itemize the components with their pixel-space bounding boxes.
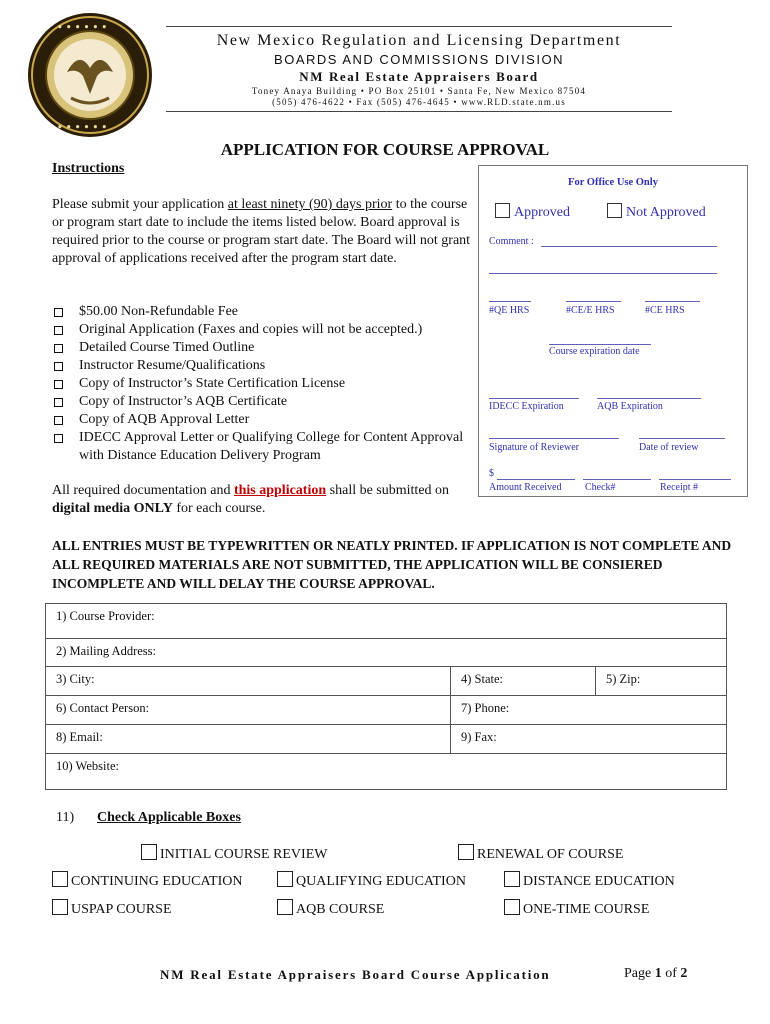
- renewal-of-course-option[interactable]: [458, 844, 624, 863]
- state-field[interactable]: [450, 666, 596, 696]
- aqb-course-label: AQB COURSE: [296, 902, 385, 917]
- comment-line[interactable]: [541, 246, 717, 247]
- idecc-line[interactable]: [489, 398, 579, 399]
- cee-line[interactable]: [566, 301, 621, 302]
- distance-education-label: DISTANCE EDUCATION: [523, 874, 675, 889]
- dollar-sign: $: [489, 468, 494, 479]
- email-field[interactable]: [45, 724, 451, 754]
- checkbox-icon: [54, 308, 63, 317]
- division-name: BOARDS AND COMMISSIONS DIVISION: [274, 52, 564, 67]
- list-item: [52, 411, 472, 429]
- list-item: [52, 303, 472, 321]
- page-of: of: [661, 966, 681, 981]
- signature-label: Signature of Reviewer: [489, 442, 579, 453]
- checkbox-icon: [54, 326, 63, 335]
- checkbox-icon: [54, 362, 63, 371]
- contact-person-label: 6) Contact Person:: [56, 701, 150, 715]
- header-rule-top: [166, 26, 672, 27]
- instructions-text-a: Please submit your application: [52, 197, 228, 212]
- state-seal-icon: [27, 12, 153, 138]
- qualifying-education-label: QUALIFYING EDUCATION: [296, 874, 466, 889]
- check-label: Check#: [585, 482, 616, 493]
- req-highlight: this application: [233, 483, 327, 498]
- amount-line[interactable]: [497, 479, 575, 480]
- initial-course-review-option[interactable]: [141, 844, 327, 863]
- footer-label: NM Real Estate Appraisers Board Course Application: [160, 967, 551, 982]
- section-11-heading: Check Applicable Boxes: [97, 810, 241, 825]
- not-approved-label: Not Approved: [626, 205, 706, 220]
- req-bold: digital media ONLY: [52, 501, 173, 516]
- svg-text:• • • • • •: • • • • • •: [57, 23, 108, 33]
- checkbox-icon[interactable]: [504, 899, 520, 915]
- checkbox-icon: [54, 434, 63, 443]
- check-line[interactable]: [583, 479, 651, 480]
- checkbox-icon[interactable]: [504, 871, 520, 887]
- board-address: Toney Anaya Building • PO Box 25101 • Santa Fe, New Mexico 87504: [251, 86, 587, 96]
- receipt-line[interactable]: [659, 479, 731, 480]
- list-item: [52, 429, 472, 465]
- warning-notice: ALL ENTRIES MUST BE TYPEWRITTEN OR NEATLY PRINTED. IF APPLICATION IS NOT COMPLETE AND ALL REQUIRED MATERIALS ARE NOT SUBMITTED, THE APPLICATION WILL BE CONSIERED INCOMPLETE AND WILL DELAY THE COURSE APPROVAL.: [52, 538, 732, 591]
- uspap-course-label: USPAP COURSE: [71, 902, 172, 917]
- one-time-course-option[interactable]: [504, 899, 649, 918]
- list-item-label: Copy of AQB Approval Letter: [79, 412, 250, 427]
- qualifying-education-option[interactable]: [277, 871, 466, 890]
- page-number: [624, 966, 687, 982]
- ce-label: #CE HRS: [645, 305, 685, 316]
- req-text-c: for each course.: [172, 501, 266, 516]
- aqb-label: AQB Expiration: [597, 401, 663, 412]
- req-text-b: shall be submitted on: [326, 483, 450, 498]
- aqb-line[interactable]: [597, 398, 701, 399]
- list-item: [52, 375, 472, 393]
- checkbox-icon: [54, 416, 63, 425]
- fax-field[interactable]: [450, 724, 727, 754]
- list-item: [52, 321, 472, 339]
- list-item-label: Instructor Resume/Qualifications: [79, 358, 266, 373]
- page-total: 2: [680, 966, 688, 981]
- phone-field[interactable]: [450, 695, 727, 725]
- page-title: APPLICATION FOR COURSE APPROVAL: [220, 140, 550, 159]
- amount-label: Amount Received: [489, 482, 562, 493]
- list-item-label: IDECC Approval Letter or Qualifying College for Content Approval with Distance Education Delivery Program: [79, 430, 464, 463]
- list-item: [52, 393, 472, 411]
- list-item-label: Copy of Instructor’s AQB Certificate: [79, 394, 288, 409]
- checkbox-icon[interactable]: [277, 871, 293, 887]
- office-use-heading: For Office Use Only: [568, 177, 658, 188]
- mailing-address-field[interactable]: [45, 638, 727, 667]
- date-label: Date of review: [639, 442, 699, 453]
- checkbox-icon[interactable]: [141, 844, 157, 860]
- continuing-education-label: CONTINUING EDUCATION: [71, 874, 243, 889]
- checkbox-icon: [54, 380, 63, 389]
- page-current: 1: [654, 966, 662, 981]
- mailing-address-label: 2) Mailing Address:: [56, 644, 156, 658]
- ce-line[interactable]: [645, 301, 700, 302]
- course-provider-field[interactable]: [45, 603, 727, 639]
- checkbox-icon[interactable]: [52, 871, 68, 887]
- instructions-paragraph: [52, 196, 472, 268]
- cee-label: #CE/E HRS: [566, 305, 615, 316]
- list-item-label: Detailed Course Timed Outline: [79, 340, 255, 355]
- checkbox-icon: [54, 344, 63, 353]
- required-items-list: [52, 303, 472, 465]
- idecc-label: IDECC Expiration: [489, 401, 564, 412]
- city-field[interactable]: [45, 666, 451, 696]
- renewal-of-course-label: RENEWAL OF COURSE: [477, 847, 624, 862]
- board-contact: (505) 476-4622 • Fax (505) 476-4645 • www.RLD.state.nm.us: [272, 97, 566, 107]
- list-item-label: Copy of Instructor’s State Certification License: [79, 376, 346, 391]
- instructions-deadline: at least ninety (90) days prior: [227, 197, 393, 212]
- qe-line[interactable]: [489, 301, 531, 302]
- checkbox-icon: [54, 398, 63, 407]
- phone-label: 7) Phone:: [461, 701, 510, 715]
- req-text-a: All required documentation and: [52, 483, 234, 498]
- instructions-heading: Instructions: [52, 161, 125, 176]
- list-item-label: Original Application (Faxes and copies will not be accepted.): [79, 322, 423, 337]
- board-name: NM Real Estate Appraisers Board: [299, 69, 539, 84]
- uspap-course-option[interactable]: [52, 899, 172, 918]
- website-field[interactable]: [45, 753, 727, 790]
- department-name: New Mexico Regulation and Licensing Department: [216, 32, 622, 49]
- email-label: 8) Email:: [56, 730, 103, 744]
- checkbox-icon[interactable]: [607, 203, 622, 218]
- distance-education-option[interactable]: [504, 871, 675, 890]
- city-label: 3) City:: [56, 672, 95, 686]
- date-line[interactable]: [639, 438, 725, 439]
- checkbox-icon[interactable]: [458, 844, 474, 860]
- list-item: [52, 339, 472, 357]
- instructions-text-b: to the course or program start date to include the items listed below. Board approval is required prior to the course or program start date. The Board will not grant approval of applications received after the program start date.: [52, 197, 471, 266]
- svg-text:• • • • • •: • • • • • •: [57, 123, 108, 133]
- contact-person-field[interactable]: [45, 695, 451, 725]
- signature-line[interactable]: [489, 438, 619, 439]
- checkbox-icon[interactable]: [277, 899, 293, 915]
- expiration-line[interactable]: [549, 344, 651, 345]
- zip-label: 5) Zip:: [606, 672, 641, 686]
- one-time-course-label: ONE-TIME COURSE: [523, 902, 650, 917]
- office-use-box: [478, 165, 748, 497]
- submission-requirement: [52, 482, 472, 518]
- list-item: [52, 357, 472, 375]
- list-item-label: $50.00 Non-Refundable Fee: [79, 304, 239, 319]
- aqb-course-option[interactable]: [277, 899, 384, 918]
- course-provider-label: 1) Course Provider:: [56, 609, 155, 623]
- state-label: 4) State:: [461, 672, 504, 686]
- header-rule-bottom: [166, 111, 672, 112]
- approved-option[interactable]: [495, 203, 570, 221]
- zip-field[interactable]: [595, 666, 727, 696]
- checkbox-icon[interactable]: [495, 203, 510, 218]
- not-approved-option[interactable]: [607, 203, 706, 221]
- qe-label: #QE HRS: [489, 305, 530, 316]
- initial-course-review-label: INITIAL COURSE REVIEW: [160, 847, 328, 862]
- continuing-education-option[interactable]: [52, 871, 242, 890]
- approved-label: Approved: [514, 205, 570, 220]
- comment-label: Comment :: [489, 236, 534, 247]
- receipt-label: Receipt #: [660, 482, 699, 493]
- checkbox-icon[interactable]: [52, 899, 68, 915]
- section-11-number: 11): [56, 810, 75, 825]
- fax-label: 9) Fax:: [461, 730, 497, 744]
- page-prefix: Page: [624, 966, 655, 981]
- comment-line-2[interactable]: [489, 273, 717, 274]
- expiration-label: Course expiration date: [549, 346, 640, 357]
- website-label: 10) Website:: [56, 759, 119, 773]
